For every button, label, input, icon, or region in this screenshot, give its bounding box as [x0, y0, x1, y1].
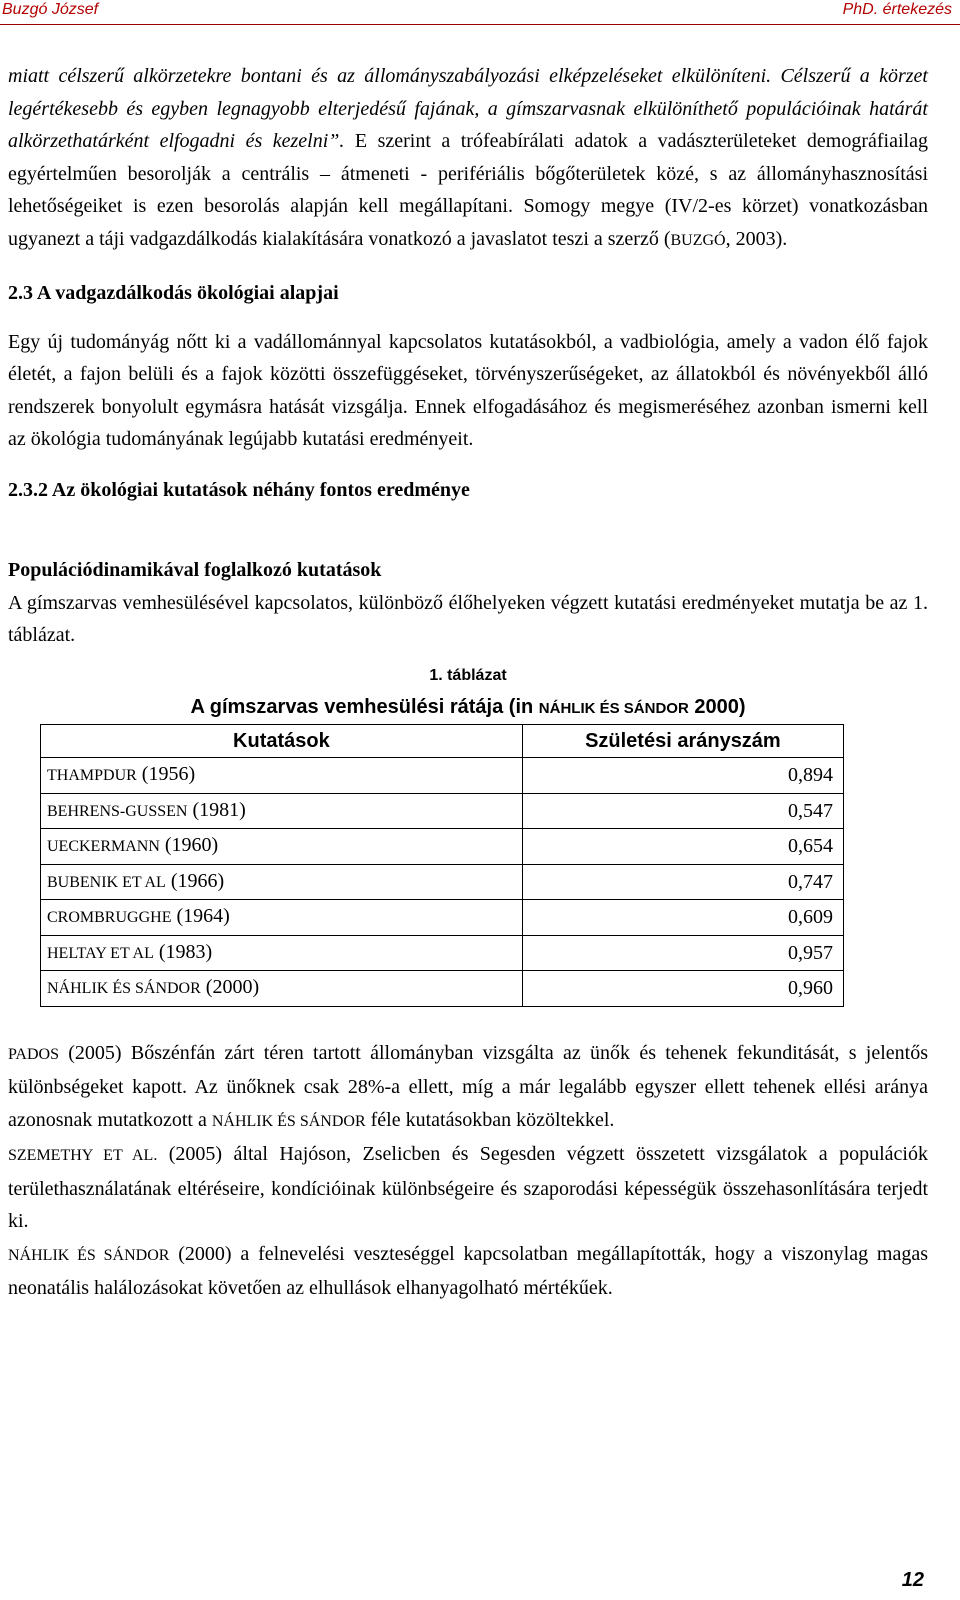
research-year: (1983)	[153, 940, 213, 963]
column-header-research: Kutatások	[41, 724, 523, 758]
table-row	[41, 971, 844, 1007]
table-row	[41, 900, 844, 936]
table-row	[41, 935, 844, 971]
section-heading-2-3: 2.3 A vadgazdálkodás ökológiai alapjai	[8, 282, 339, 304]
paragraph-szemethy	[8, 1138, 928, 1238]
birth-rate-cell: 0,957	[522, 935, 843, 971]
citation-pados: PADOS	[8, 1045, 59, 1063]
intro-text: E szerint a trófeabírálati adatok a vadászterületeket demográfiailag egyértelműen besorolják a centrális – átmeneti - perifériális bőgőterületek közé, s az állományhasznosítási lehetőségeiket is ezen besorolás alapján kell megállapítani. Somogy megye (IV/2-es körzet) vonatkozásban ugyanezt a táji vadgazdálkodás kialakítására vonatkozó a javaslatot teszi a szerző (	[8, 130, 928, 250]
pados-text: (2005) Bőszénfán zárt téren tartott állományban vizsgálta az ünők és tehenek fekunditását, s jelentős különbségeket kapott. Az ünőknek csak 28%-a ellett, míg a már legalább egyszer ellett tehenek ellési aránya azonosnak mutatkozott a	[8, 1041, 928, 1131]
page-body	[8, 60, 928, 1305]
table-title-citation: NÁHLIK ÉS SÁNDOR	[538, 699, 689, 717]
citation-nahlik: NÁHLIK ÉS SÁNDOR	[8, 1246, 170, 1264]
szemethy-text: (2005) által Hajóson, Zselicben és Segesden végzett összetett vizsgálatok a populációk területhasználatának eltéréseire, kondícióinak különbségeire és szaporodási képességük összehasonlítására terjedt ki.	[8, 1143, 928, 1232]
research-year: (1981)	[187, 798, 246, 821]
citation-szemethy: SZEMETHY ET AL.	[8, 1147, 158, 1164]
research-cell	[41, 864, 523, 900]
research-cell	[41, 758, 523, 794]
birth-rate-cell: 0,654	[522, 829, 843, 865]
research-cell	[41, 829, 523, 865]
table-number: 1. táblázat	[429, 666, 507, 684]
research-year: (1956)	[136, 763, 196, 785]
research-source: BUBENIK ET AL	[47, 873, 166, 891]
research-cell	[41, 793, 523, 829]
citation-nahlik-sandor: NÁHLIK ÉS SÁNDOR	[211, 1112, 366, 1130]
intro-text-tail: , 2003).	[725, 227, 788, 250]
research-year: (1960)	[159, 834, 219, 856]
citation-buzgo: BUZGÓ	[670, 231, 726, 249]
paragraph-population: A gímszarvas vemhesülésével kapcsolatos, különböző élőhelyeken végzett kutatási eredményeket mutatja be az 1. táblázat.	[8, 591, 928, 646]
table-row	[41, 829, 844, 865]
research-source: THAMPDUR	[47, 767, 137, 784]
table-row	[41, 793, 844, 829]
research-cell	[41, 971, 523, 1007]
table-row	[41, 758, 844, 794]
birth-rate-cell: 0,960	[522, 971, 843, 1007]
section-heading-2-3-2: 2.3.2 Az ökológiai kutatások néhány fontos eredménye	[8, 478, 470, 501]
page-header	[0, 0, 960, 26]
quoted-text: miatt célszerű alkörzetekre bontani és az állományszabályozási elképzeléseket elkülöníteni. Célszerű a körzet legértékesebb és egyben legnagyobb elterjedésű fajának, a gímszarvasnak elkülöníthető populációinak határát alkörzethatárként elfogadni és kezelni”.	[8, 65, 928, 152]
header-author: Buzgó József	[2, 1, 99, 18]
paragraph-pados	[8, 1037, 928, 1139]
paragraph-intro	[8, 60, 928, 257]
birth-rate-cell: 0,747	[522, 864, 843, 900]
research-cell	[41, 900, 523, 936]
birth-rate-table	[40, 724, 844, 1007]
research-year: (1966)	[165, 869, 225, 892]
research-cell	[41, 935, 523, 971]
column-header-birth-rate: Születési arányszám	[522, 724, 843, 758]
research-source: HELTAY ET AL	[47, 944, 154, 962]
nahlik-text: (2000) a felnevelési veszteséggel kapcsolatban megállapították, hogy a viszonylag magas neonatális halálozásokat követően az elhullások elhanyagolható mértékűek.	[8, 1242, 929, 1299]
birth-rate-cell: 0,547	[522, 793, 843, 829]
birth-rate-cell: 0,894	[522, 758, 843, 794]
header-rule	[0, 24, 960, 25]
research-source: CROMBRUGGHE	[47, 909, 172, 926]
birth-rate-cell: 0,609	[522, 900, 843, 936]
paragraph-nahlik	[8, 1238, 928, 1305]
subheading-population: Populációdinamikával foglalkozó kutatások	[8, 559, 382, 581]
table-title-b: 2000)	[688, 695, 746, 718]
research-source: BEHRENS-GUSSEN	[47, 802, 188, 820]
research-source: NÁHLIK ÉS SÁNDOR	[47, 980, 201, 997]
research-source: UECKERMANN	[47, 838, 160, 855]
paragraph-vadbiologia: Egy új tudományág nőtt ki a vadállománnyal kapcsolatos kutatásokból, a vadbiológia, amely a vadon élő fajok életét, a fajon belüli és a fajok közötti összefüggéseket, törvényszerűségeket, az állatokból és növényekből álló rendszerek bonyolult egymásra hatását vizsgálja. Ennek elfogadásához és megismeréséhez azonban ismerni kell az ökológia tudományának legújabb kutatási eredményeit.	[8, 330, 928, 450]
table-header-row	[41, 724, 844, 758]
table-row	[41, 864, 844, 900]
research-year: (2000)	[200, 976, 260, 998]
page-number: 12	[901, 1569, 924, 1591]
table-title-a: A gímszarvas vemhesülési rátája (in	[190, 695, 539, 718]
header-doc-type: PhD. értekezés	[842, 1, 952, 18]
table-title	[8, 694, 928, 722]
research-year: (1964)	[171, 905, 230, 927]
pados-text-tail: féle kutatásokban közöltekkel.	[365, 1108, 615, 1131]
